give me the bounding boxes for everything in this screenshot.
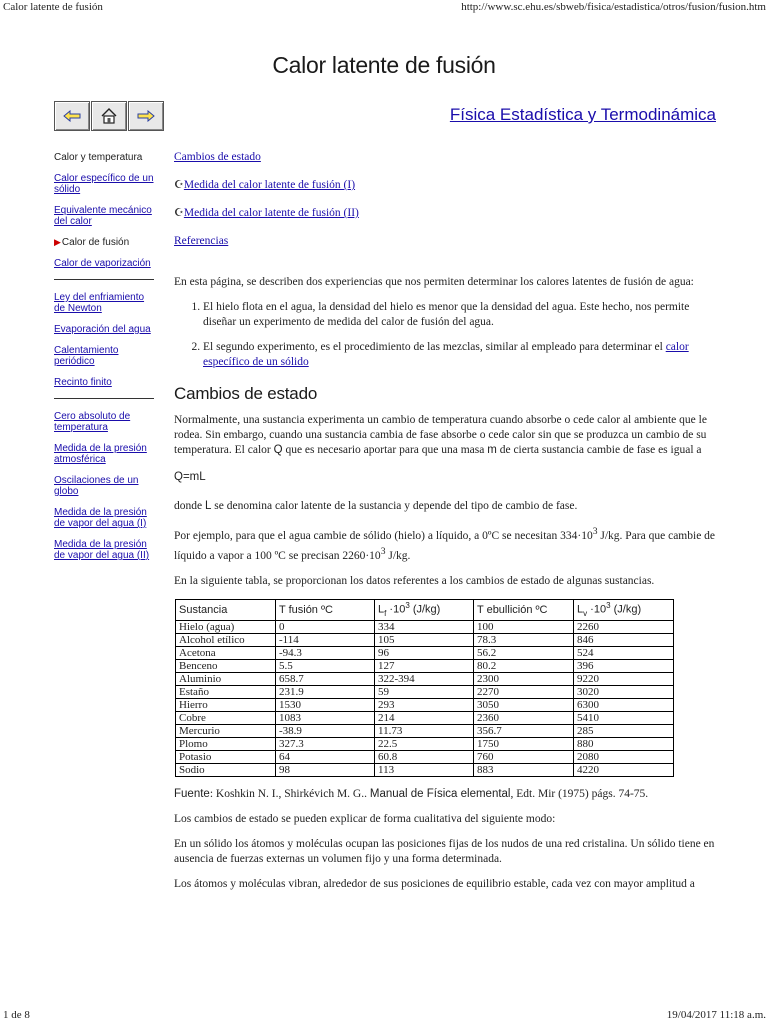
applet-icon: ☪: [174, 179, 184, 191]
table-cell: Hielo (agua): [176, 620, 276, 633]
toc-medida-2[interactable]: Medida del calor latente de fusión (II): [183, 207, 359, 219]
print-page-number: 1 de 8: [3, 1009, 30, 1021]
sidebar-heading: Calor y temperatura: [54, 152, 143, 163]
table-cell: -38.9: [276, 724, 375, 737]
sidebar-item-calentamiento-periodico[interactable]: Calentamiento periódico: [54, 345, 119, 367]
table-cell: 1750: [474, 737, 574, 750]
data-table: [175, 599, 674, 777]
table-cell: 59: [375, 685, 474, 698]
main-content: [174, 150, 719, 902]
paragraph: Normalmente, una sustancia experimenta un cambio de temperatura cuando absorbe o cede calor al ambiente que le rodea. Sin embargo, cuando una sustancia cambia de fase absorbe o cede calor sin que se produzca un cambio de su temperatura. El calor Q que es necesario aportar para que una masa m de cierta sustancia cambie de fase es igual a: [174, 414, 707, 456]
sidebar-item-calor-de-vaporizacion[interactable]: Calor de vaporización: [54, 258, 151, 269]
table-cell: 1083: [276, 711, 375, 724]
sidebar-divider: [54, 279, 154, 280]
table-cell: 100: [474, 620, 574, 633]
table-cell: 78.3: [474, 633, 574, 646]
sidebar-item-cero-absoluto[interactable]: Cero absoluto de temperatura: [54, 411, 131, 433]
forward-button[interactable]: [128, 101, 164, 131]
table-cell: 3020: [574, 685, 674, 698]
table-cell: 231.9: [276, 685, 375, 698]
table-cell: 2260: [574, 620, 674, 633]
table-cell: 60.8: [375, 750, 474, 763]
sidebar-item-presion-vapor-1[interactable]: Medida de la presión de vapor del agua (I): [54, 507, 147, 529]
table-cell: 524: [574, 646, 674, 659]
sidebar-item-oscilaciones-globo[interactable]: Oscilaciones de un globo: [54, 475, 139, 497]
col-header: T fusión ºC: [276, 599, 375, 620]
table-cell: 293: [375, 698, 474, 711]
col-header: $L_f \cdot 10^3$ (J/kg): [375, 599, 474, 620]
table-cell: Potasio: [176, 750, 276, 763]
applet-icon: ☪: [174, 207, 184, 219]
table-header-row: [176, 599, 674, 620]
table-cell: Hierro: [176, 698, 276, 711]
table-cell: Estaño: [176, 685, 276, 698]
table-cell: -114: [276, 633, 375, 646]
print-url: http://www.sc.ehu.es/sbweb/fisica/estadistica/otros/fusion/fusion.htm: [461, 1, 766, 13]
table-row: [176, 685, 674, 698]
table-cell: 846: [574, 633, 674, 646]
table-cell: 883: [474, 763, 574, 776]
print-footer: [0, 1008, 768, 1024]
table-cell: 98: [276, 763, 375, 776]
sidebar-item-calor-de-fusion: ▶Calor de fusión: [54, 237, 130, 248]
table-row: [176, 672, 674, 685]
list-item: 2. El segundo experimento, es el procedimiento de las mezclas, similar al empleado para determinar el calor específico de un sólido: [203, 340, 719, 370]
paragraph: Los cambios de estado se pueden explicar de forma cualitativa del siguiente modo:: [174, 812, 556, 825]
table-row: [176, 633, 674, 646]
print-doc-title: Calor latente de fusión: [3, 1, 103, 13]
table-cell: 113: [375, 763, 474, 776]
table-cell: 2270: [474, 685, 574, 698]
table-cell: Acetona: [176, 646, 276, 659]
sidebar-item-equivalente-mecanico[interactable]: Equivalente mecánico del calor: [54, 205, 152, 227]
toc-cambios-de-estado[interactable]: Cambios de estado: [174, 151, 261, 163]
table-row: [176, 698, 674, 711]
table-cell: 6300: [574, 698, 674, 711]
current-arrow-icon: ▶: [54, 237, 61, 247]
table-cell: 327.3: [276, 737, 375, 750]
table-row: [176, 646, 674, 659]
intro-text: En esta página, se describen dos experiencias que nos permiten determinar los calores latentes de fusión de agua:: [174, 276, 694, 288]
table-cell: Aluminio: [176, 672, 276, 685]
sidebar: [54, 152, 154, 571]
table-cell: 0: [276, 620, 375, 633]
formula: Q=mL: [174, 471, 206, 483]
table-cell: 127: [375, 659, 474, 672]
table-row: [176, 737, 674, 750]
table-cell: 760: [474, 750, 574, 763]
table-cell: 56.2: [474, 646, 574, 659]
arrow-right-icon: [137, 110, 155, 122]
table-cell: 1530: [276, 698, 375, 711]
sidebar-divider: [54, 398, 154, 399]
table-row: [176, 724, 674, 737]
sidebar-item-calor-especifico[interactable]: Calor específico de un sólido: [54, 173, 154, 195]
col-header: T ebullición ºC: [474, 599, 574, 620]
home-icon: [100, 107, 118, 125]
table-cell: -94.3: [276, 646, 375, 659]
experiments-list: [174, 300, 719, 370]
col-header: $L_v \cdot 10^3$ (J/kg): [574, 599, 674, 620]
sidebar-item-ley-enfriamiento[interactable]: Ley del enfriamiento de Newton: [54, 292, 145, 314]
table-cell: 322-394: [375, 672, 474, 685]
list-item: 1. El hielo flota en el agua, la densidad del hielo es menor que la densidad del agua. Este hecho, nos permite diseñar un experimento de medida del calor de fusión del agua.: [203, 300, 719, 330]
table-cell: 64: [276, 750, 375, 763]
section-link[interactable]: Física Estadística y Termodinámica: [449, 105, 716, 124]
table-cell: 880: [574, 737, 674, 750]
table-row: [176, 711, 674, 724]
nav-buttons: [54, 101, 165, 131]
toc-referencias[interactable]: Referencias: [174, 235, 229, 247]
table-cell: 4220: [574, 763, 674, 776]
table-cell: 11.73: [375, 724, 474, 737]
table-row: [176, 659, 674, 672]
paragraph: En la siguiente tabla, se proporcionan los datos referentes a los cambios de estado de algunas sustancias.: [174, 574, 655, 587]
print-header: [0, 0, 768, 16]
table-cell: 2300: [474, 672, 574, 685]
toc-medida-1[interactable]: Medida del calor latente de fusión (I): [183, 179, 356, 191]
table-of-contents: [174, 150, 719, 249]
table-cell: 5410: [574, 711, 674, 724]
table-cell: 285: [574, 724, 674, 737]
table-cell: 334: [375, 620, 474, 633]
sidebar-item-presion-atmosferica[interactable]: Medida de la presión atmosférica: [54, 443, 147, 465]
paragraph: En un sólido los átomos y moléculas ocupan las posiciones fijas de los nudos de una red cristalina. Un sólido tiene en ausencia de fuerzas externas un volumen fijo y una forma determinada.: [174, 837, 715, 865]
table-cell: Benceno: [176, 659, 276, 672]
table-cell: Plomo: [176, 737, 276, 750]
source-citation: Fuente: Koshkin N. I., Shirkévich M. G.. Manual de Física elemental, Edt. Mir (1975) págs. 74-75.: [174, 787, 649, 800]
paragraph: Por ejemplo, para que el agua cambie de sólido (hielo) a líquido, a 0ºC se necesitan $334\cdot 10^3$ J/kg. Para que cambie de líquido a vapor a 100 ºC se precisan $2260\cdot 10^3$ J/kg.: [174, 526, 716, 562]
sidebar-item-evaporacion-agua[interactable]: Evaporación del agua: [54, 324, 151, 335]
table-cell: 396: [574, 659, 674, 672]
print-datetime: 19/04/2017 11:18 a.m.: [666, 1009, 766, 1021]
paragraph: Los átomos y moléculas vibran, alrededor de sus posiciones de equilibrio estable, cada vez con mayor amplitud a: [174, 877, 695, 890]
table-cell: 356.7: [474, 724, 574, 737]
table-cell: 5.5: [276, 659, 375, 672]
table-row: [176, 763, 674, 776]
col-header: Sustancia: [176, 599, 276, 620]
paragraph: donde L se denomina calor latente de la sustancia y depende del tipo de cambio de fase.: [174, 500, 578, 512]
back-button[interactable]: [54, 101, 90, 131]
table-cell: 80.2: [474, 659, 574, 672]
table-cell: 105: [375, 633, 474, 646]
table-cell: Sodio: [176, 763, 276, 776]
table-cell: 3050: [474, 698, 574, 711]
table-cell: 214: [375, 711, 474, 724]
table-cell: 9220: [574, 672, 674, 685]
table-row: [176, 620, 674, 633]
heading-cambios-de-estado: Cambios de estado: [174, 384, 318, 403]
arrow-left-icon: [63, 110, 81, 122]
table-cell: Mercurio: [176, 724, 276, 737]
table-cell: 2080: [574, 750, 674, 763]
table-cell: 658.7: [276, 672, 375, 685]
table-row: [176, 750, 674, 763]
table-cell: 2360: [474, 711, 574, 724]
sidebar-item-recinto-finito[interactable]: Recinto finito: [54, 377, 112, 388]
table-cell: Alcohol etílico: [176, 633, 276, 646]
page-title: Calor latente de fusión: [272, 52, 496, 78]
link-calor-especifico[interactable]: calor específico de un sólido: [203, 341, 689, 368]
table-cell: 96: [375, 646, 474, 659]
table-cell: Cobre: [176, 711, 276, 724]
home-button[interactable]: [91, 101, 127, 131]
table-cell: 22.5: [375, 737, 474, 750]
sidebar-item-presion-vapor-2[interactable]: Medida de la presión de vapor del agua (II): [54, 539, 150, 561]
